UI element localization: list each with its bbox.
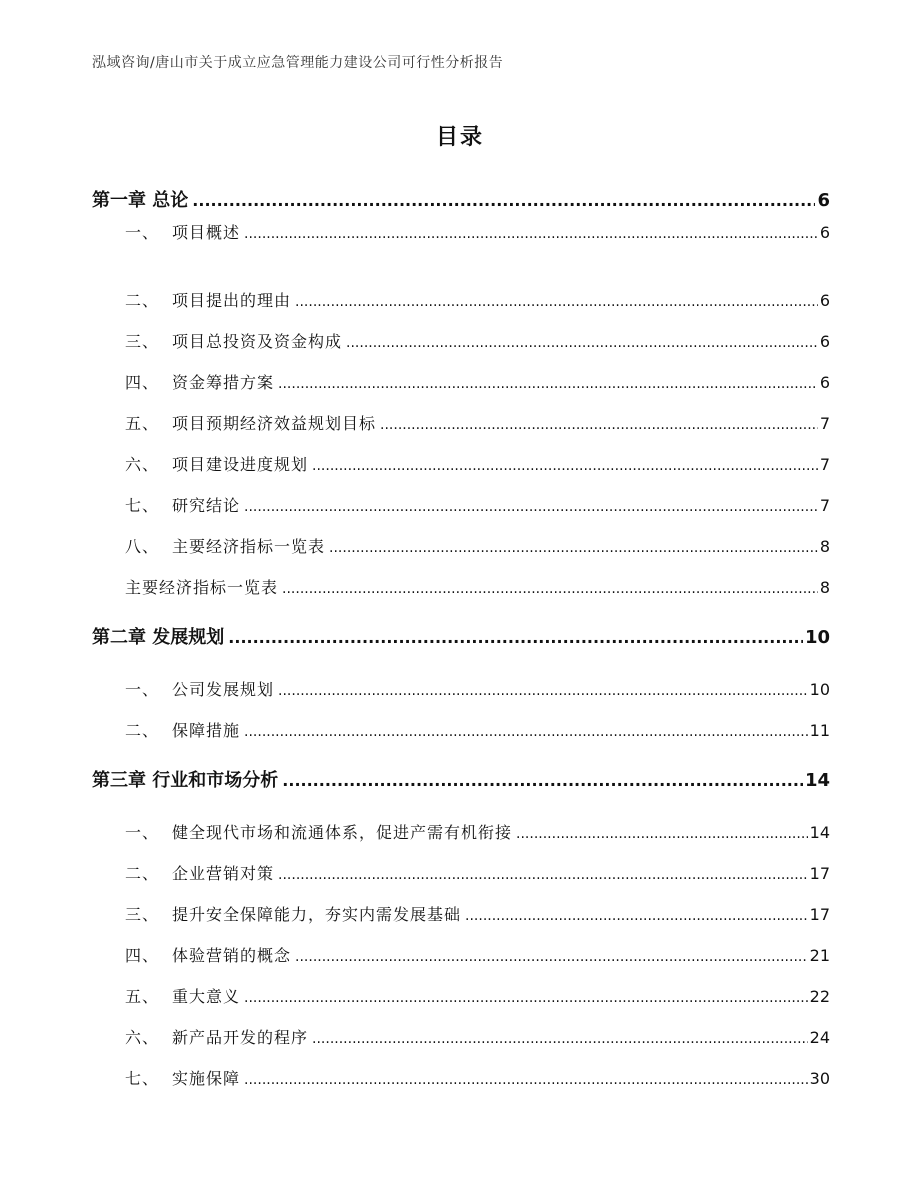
page-number: 17	[809, 905, 830, 924]
toc-entry-text: 重大意义	[172, 987, 241, 1006]
dot-leader	[282, 771, 803, 790]
dot-leader	[516, 826, 808, 842]
toc-entry-text: 资金筹措方案	[172, 373, 275, 392]
section-number: 七、	[125, 496, 160, 515]
toc-section[interactable]	[125, 984, 830, 1007]
toc-entry-text: 主要经济指标一览表	[125, 578, 279, 597]
page-number: 8	[819, 578, 830, 597]
chapter-number: 第二章	[92, 627, 146, 648]
page-number: 6	[817, 190, 830, 211]
toc-section[interactable]	[125, 1066, 830, 1089]
dot-leader	[295, 294, 818, 310]
page-number: 6	[819, 223, 830, 242]
toc-entry-text: 保障措施	[172, 721, 241, 740]
toc-section[interactable]	[125, 861, 830, 884]
section-number: 一、	[125, 680, 160, 699]
page-number: 21	[809, 946, 830, 965]
dot-leader	[278, 683, 808, 699]
toc-entry-text: 总论	[152, 190, 189, 211]
toc-section[interactable]	[125, 677, 830, 700]
section-number: 五、	[125, 414, 160, 433]
toc-chapter-3[interactable]	[92, 766, 830, 792]
dot-leader	[244, 226, 818, 242]
dot-leader	[465, 908, 808, 924]
section-number: 五、	[125, 987, 160, 1006]
toc-section[interactable]	[125, 370, 830, 393]
section-number: 四、	[125, 373, 160, 392]
toc-entry-text: 行业和市场分析	[152, 770, 279, 791]
toc-entry-text: 项目总投资及资金构成	[172, 332, 343, 351]
page-number: 10	[809, 680, 830, 699]
toc-entry-text: 主要经济指标一览表	[172, 537, 326, 556]
toc-section[interactable]	[125, 534, 830, 557]
toc-section[interactable]	[125, 943, 830, 966]
page-number: 10	[804, 627, 830, 648]
toc-entry-text: 公司发展规划	[172, 680, 275, 699]
dot-leader	[282, 581, 818, 597]
dot-leader	[346, 335, 818, 351]
section-number: 六、	[125, 455, 160, 474]
toc-entry-text: 研究结论	[172, 496, 241, 515]
toc-section[interactable]	[125, 718, 830, 741]
dot-leader	[244, 1072, 808, 1088]
section-number: 七、	[125, 1069, 160, 1088]
section-number: 四、	[125, 946, 160, 965]
toc-table-entry[interactable]	[125, 575, 830, 598]
page-number: 14	[804, 770, 830, 791]
toc-section[interactable]	[125, 902, 830, 925]
section-number: 二、	[125, 721, 160, 740]
page-number: 11	[809, 721, 830, 740]
page-number: 6	[819, 373, 830, 392]
page-number: 6	[819, 291, 830, 310]
page-header: 泓域咨询/唐山市关于成立应急管理能力建设公司可行性分析报告	[92, 55, 504, 71]
toc-entry-text: 体验营销的概念	[172, 946, 292, 965]
dot-leader	[329, 540, 818, 556]
dot-leader	[244, 990, 808, 1006]
dot-leader	[295, 949, 808, 965]
section-number: 一、	[125, 223, 160, 242]
toc-section[interactable]	[125, 329, 830, 352]
section-number: 六、	[125, 1028, 160, 1047]
dot-leader	[312, 1031, 808, 1047]
toc-section[interactable]	[125, 288, 830, 311]
page-number: 30	[809, 1069, 830, 1088]
toc-section[interactable]	[125, 820, 830, 843]
toc-entry-text: 企业营销对策	[172, 864, 275, 883]
toc-entry-text: 健全现代市场和流通体系，促进产需有机衔接	[172, 823, 513, 842]
section-number: 二、	[125, 864, 160, 883]
toc-entry-text: 项目建设进度规划	[172, 455, 309, 474]
dot-leader	[312, 458, 818, 474]
toc-chapter-1[interactable]	[92, 186, 830, 212]
dot-leader	[228, 628, 803, 647]
toc-entry-text: 项目预期经济效益规划目标	[172, 414, 377, 433]
toc-entry-text: 项目提出的理由	[172, 291, 292, 310]
toc-section[interactable]	[125, 1025, 830, 1048]
dot-leader	[244, 499, 818, 515]
dot-leader	[192, 191, 815, 210]
section-number: 二、	[125, 291, 160, 310]
page-number: 14	[809, 823, 830, 842]
toc-entry-text: 实施保障	[172, 1069, 241, 1088]
page-number: 7	[819, 414, 830, 433]
page-number: 24	[809, 1028, 830, 1047]
section-number: 三、	[125, 332, 160, 351]
toc-entry-text: 项目概述	[172, 223, 241, 242]
toc-chapter-2[interactable]	[92, 623, 830, 649]
page-number: 6	[819, 332, 830, 351]
chapter-number: 第一章	[92, 190, 146, 211]
page-number: 17	[809, 864, 830, 883]
chapter-number: 第三章	[92, 770, 146, 791]
toc-section[interactable]	[125, 452, 830, 475]
section-number: 三、	[125, 905, 160, 924]
dot-leader	[278, 867, 808, 883]
page-number: 8	[819, 537, 830, 556]
toc-entry-text: 新产品开发的程序	[172, 1028, 309, 1047]
section-number: 八、	[125, 537, 160, 556]
toc-section[interactable]	[125, 411, 830, 434]
toc-section[interactable]	[125, 493, 830, 516]
dot-leader	[278, 376, 818, 392]
section-number: 一、	[125, 823, 160, 842]
dot-leader	[244, 724, 808, 740]
page-number: 7	[819, 455, 830, 474]
dot-leader	[380, 417, 818, 433]
page-title: 目录	[435, 125, 484, 150]
toc-entry-text: 提升安全保障能力，夯实内需发展基础	[172, 905, 462, 924]
page-number: 22	[809, 987, 830, 1006]
page-number: 7	[819, 496, 830, 515]
toc-entry-text: 发展规划	[152, 627, 225, 648]
toc-section[interactable]	[125, 220, 830, 243]
